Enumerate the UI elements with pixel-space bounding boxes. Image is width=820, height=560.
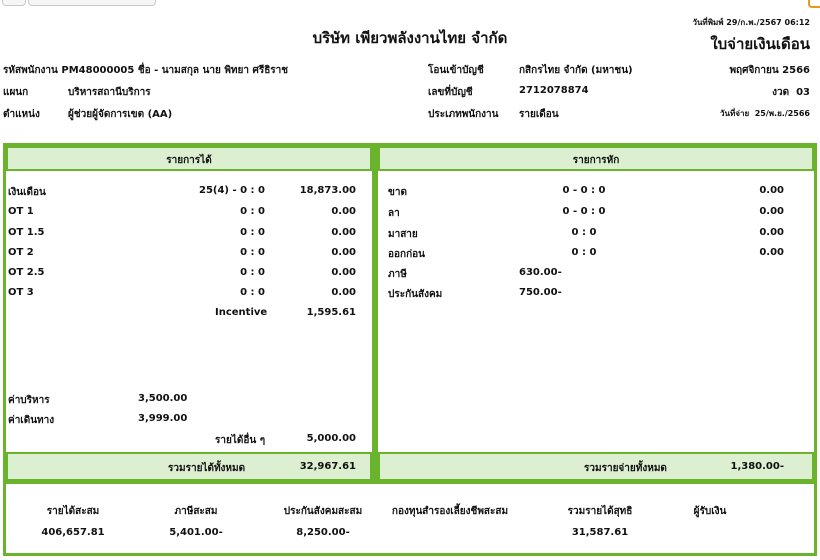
income-amount: 0.00: [331, 247, 356, 258]
deduct-label: ออกก่อน: [388, 249, 425, 260]
income-header: รายการได้: [166, 155, 212, 166]
deduct-qty: 0 : 0: [571, 247, 597, 258]
employee-id-value: PM48000005: [61, 65, 135, 76]
summary-divider: [6, 481, 814, 484]
position-label: ตำแหน่ง: [3, 109, 40, 120]
social-security-amount: 750.00-: [519, 287, 562, 298]
incentive-label: Incentive: [215, 307, 268, 318]
deduct-label: มาสาย: [388, 229, 418, 240]
dept-value: บริหารสถานีบริการ: [68, 87, 151, 98]
income-amount: 18,873.00: [299, 185, 356, 196]
deduct-amount: 0.00: [759, 185, 784, 196]
deduct-total-label: รวมรายจ่ายทั้งหมด: [584, 463, 667, 474]
center-divider: [372, 146, 378, 481]
income-qty: 0 : 0: [240, 227, 265, 238]
dept-label: แผนก: [3, 87, 29, 98]
employee-id-line: [3, 63, 288, 78]
toolbar-button-wide[interactable]: [28, 0, 156, 6]
other-income-label: ค่าบริหาร: [8, 395, 50, 406]
payslip-frame: [3, 143, 817, 556]
income-label: OT 2.5: [8, 267, 45, 278]
income-total-label: รวมรายได้ทั้งหมด: [168, 463, 246, 474]
pay-date-label: วันที่จ่าย: [720, 109, 750, 118]
income-total-amount: 32,967.61: [299, 461, 356, 472]
income-amount: 0.00: [331, 287, 356, 298]
income-qty: 0 : 0: [240, 247, 265, 258]
income-amount: 0.00: [331, 206, 356, 217]
pay-month: พฤศจิกายน 2566: [729, 65, 810, 76]
deduct-qty: 0 - 0 : 0: [562, 206, 606, 217]
position-value: ผู้ช่วยผู้จัดการเขต (AA): [68, 109, 173, 120]
tax-label: ภาษี: [388, 269, 407, 280]
social-security-label: ประกันสังคม: [388, 289, 443, 300]
summary-label: รายได้สะสม: [46, 506, 100, 517]
employee-name-value: นาย พิทยา ศรีธิราช: [202, 65, 289, 76]
tax-amount: 630.00-: [519, 267, 562, 278]
employee-name-label: ชื่อ - นามสกุล: [137, 65, 200, 76]
employee-id-label: รหัสพนักงาน: [3, 65, 58, 76]
income-label: OT 1: [8, 206, 34, 217]
summary-value: 31,587.61: [571, 527, 629, 538]
other-income-total-label: รายได้อื่น ๆ: [215, 435, 266, 446]
print-date: วันที่พิมพ์ 29/ก.พ./2567 06:12: [692, 18, 810, 27]
income-label: OT 1.5: [8, 227, 45, 238]
account-label: เลขที่บัญชี: [428, 87, 473, 98]
income-label: เงินเดือน: [8, 187, 46, 198]
deduct-total-amount: 1,380.00-: [730, 461, 784, 472]
summary-value: 5,401.00-: [169, 527, 223, 538]
income-qty: 0 : 0: [240, 267, 265, 278]
bank-value: กสิกรไทย จำกัด (มหาชน): [519, 65, 633, 76]
corner-badge-icon: [808, 0, 820, 8]
deduct-label: ขาด: [388, 187, 407, 198]
summary-label: รวมรายได้สุทธิ: [567, 506, 633, 517]
summary-value: 406,657.81: [41, 527, 105, 538]
deduct-amount: 0.00: [759, 247, 784, 258]
doc-title: ใบจ่ายเงินเดือน: [710, 35, 810, 53]
income-qty: 25(4) - 0 : 0: [198, 185, 265, 196]
deduct-qty: 0 - 0 : 0: [562, 185, 606, 196]
deduct-amount: 0.00: [759, 227, 784, 238]
other-income-amount: 3,500.00: [138, 393, 188, 404]
summary-value: 8,250.00-: [296, 527, 350, 538]
summary-label: ภาษีสะสม: [174, 506, 218, 517]
deduct-qty: 0 : 0: [571, 227, 597, 238]
income-amount: 0.00: [331, 267, 356, 278]
income-qty: 0 : 0: [240, 287, 265, 298]
pay-date: [720, 107, 810, 120]
employee-type-value: รายเดือน: [519, 109, 559, 120]
account-value: 2712078874: [519, 85, 589, 96]
deduct-label: ลา: [388, 208, 400, 219]
pay-period: [772, 85, 810, 100]
incentive-amount: 1,595.61: [306, 307, 356, 318]
period-label: งวด: [772, 87, 790, 98]
summary-label: ประกันสังคมสะสม: [283, 506, 363, 517]
other-income-total-amount: 5,000.00: [306, 433, 356, 444]
employee-type-label: ประเภทพนักงาน: [428, 109, 499, 120]
income-amount: 0.00: [331, 227, 356, 238]
deduct-amount: 0.00: [759, 206, 784, 217]
toolbar-button-left[interactable]: [2, 0, 26, 6]
income-label: OT 2: [8, 247, 34, 258]
income-label: OT 3: [8, 287, 34, 298]
other-income-label: ค่าเดินทาง: [8, 415, 55, 426]
summary-label: กองทุนสำรองเลี้ยงชีพสะสม: [391, 506, 509, 517]
bank-label: โอนเข้าบัญชี: [428, 65, 484, 76]
deduct-header: รายการหัก: [572, 155, 620, 166]
company-name: บริษัท เพียวพลังงานไทย จำกัด: [312, 29, 508, 47]
pay-date-value: 25/พ.ย./2566: [754, 109, 810, 118]
income-qty: 0 : 0: [240, 206, 265, 217]
other-income-amount: 3,999.00: [138, 413, 188, 424]
summary-label: ผู้รับเงิน: [693, 506, 727, 517]
period-value: 03: [796, 87, 810, 98]
